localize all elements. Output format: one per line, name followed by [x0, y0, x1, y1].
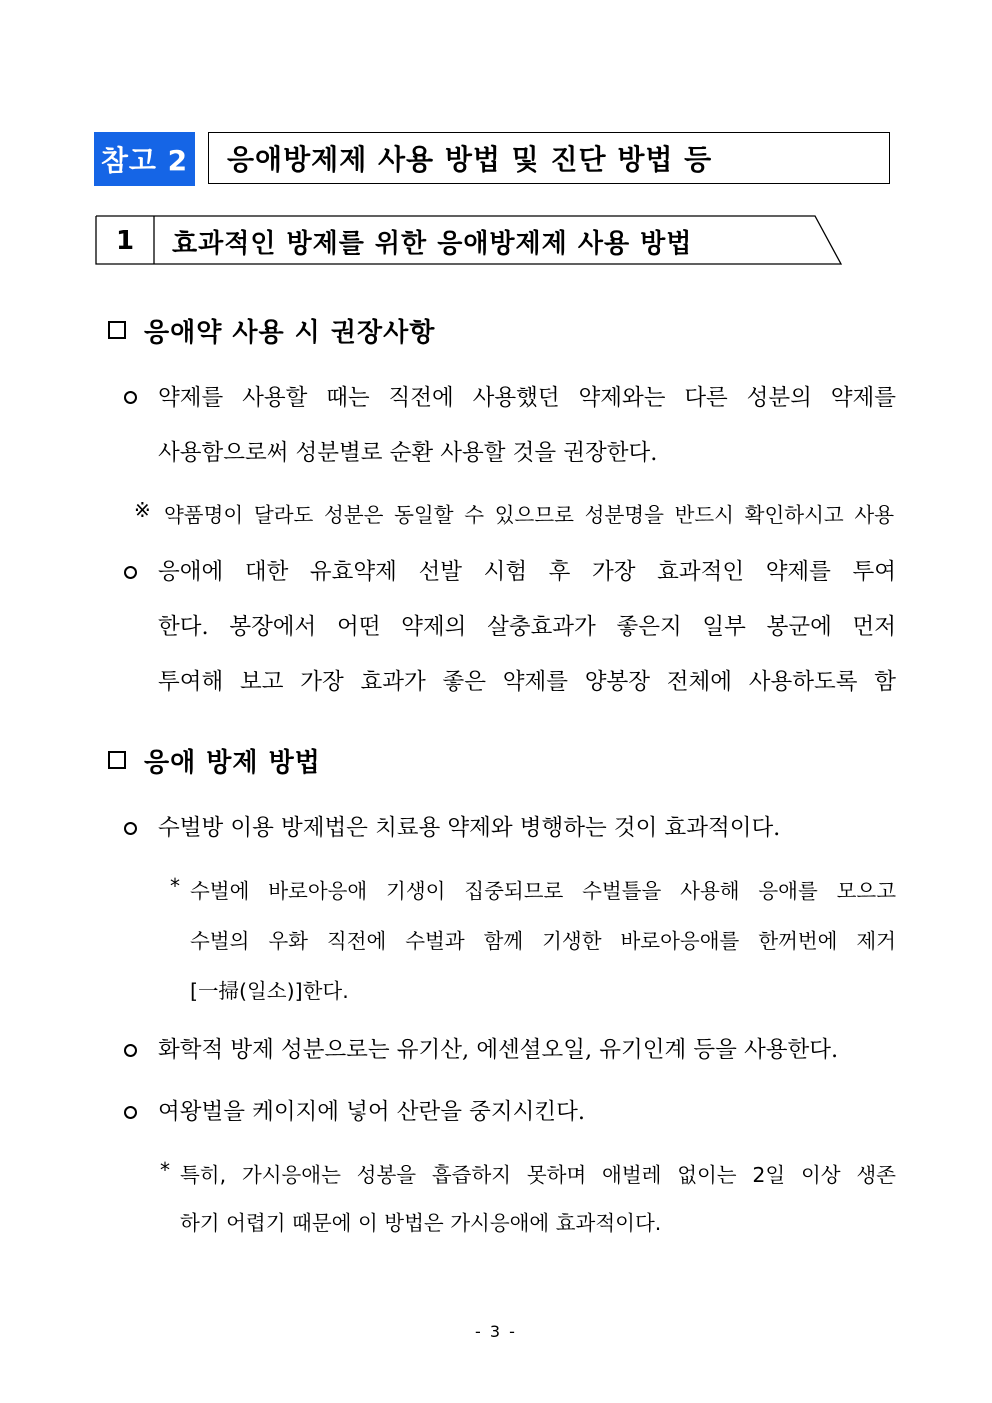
circle-bullet-icon [124, 1044, 137, 1057]
heading-recommendations: 응애약 사용 시 권장사항 [108, 312, 435, 348]
note-text: [一掃(일소)]한다. [190, 979, 349, 1003]
circle-bullet-icon [124, 391, 137, 404]
page-number: - 3 - [475, 1322, 517, 1341]
note-text: 수벌에 바로아응애 기생이 집중되므로 수벌틀을 사용해 응애를 모으고 [190, 879, 896, 903]
reference-mark: ※ [134, 498, 151, 522]
note-text: 특히, 가시응애는 성봉을 흡즙하지 못하며 애벌레 없이는 2일 이상 생존 [180, 1163, 896, 1187]
section-number: 1 [115, 226, 135, 256]
paragraph-line: 투여해 보고 가장 효과가 좋은 약제를 양봉장 전체에 사용하도록 함 [158, 669, 896, 695]
square-bullet-icon [108, 751, 126, 769]
circle-bullet-icon [124, 566, 137, 579]
square-bullet-icon [108, 321, 126, 339]
asterisk-mark: * [170, 874, 180, 898]
note-text: 하기 어렵기 때문에 이 방법은 가시응애에 효과적이다. [180, 1211, 662, 1235]
circle-bullet-icon [124, 1106, 137, 1119]
paragraph-line: 화학적 방제 성분으로는 유기산, 에센셜오일, 유기인계 등을 사용한다. [158, 1037, 839, 1063]
note-text: 약품명이 달라도 성분은 동일할 수 있으므로 성분명을 반드시 확인하시고 사용 [164, 503, 894, 527]
paragraph-line: 약제를 사용할 때는 직전에 사용했던 약제와는 다른 성분의 약제를 [158, 385, 896, 411]
paragraph-line: 여왕벌을 케이지에 넣어 산란을 중지시킨다. [158, 1099, 585, 1125]
page-title: 응애방제제 사용 방법 및 진단 방법 등 [208, 132, 890, 184]
paragraph-line: 사용함으로써 성분별로 순환 사용할 것을 권장한다. [158, 440, 658, 466]
circle-bullet-icon [124, 822, 137, 835]
heading-control-methods: 응애 방제 방법 [108, 742, 321, 778]
paragraph-line: 한다. 봉장에서 어떤 약제의 살충효과가 좋은지 일부 봉군에 먼저 [158, 614, 896, 640]
section-title: 효과적인 방제를 위한 응애방제제 사용 방법 [172, 228, 693, 259]
paragraph-line: 응애에 대한 유효약제 선발 시험 후 가장 효과적인 약제를 투여 [158, 559, 896, 585]
asterisk-mark: * [160, 1158, 170, 1182]
paragraph-line: 수벌방 이용 방제법은 치료용 약제와 병행하는 것이 효과적이다. [158, 815, 781, 841]
note-text: 수벌의 우화 직전에 수벌과 함께 기생한 바로아응애를 한꺼번에 제거 [190, 929, 896, 953]
reference-badge: 참고 2 [94, 132, 195, 186]
